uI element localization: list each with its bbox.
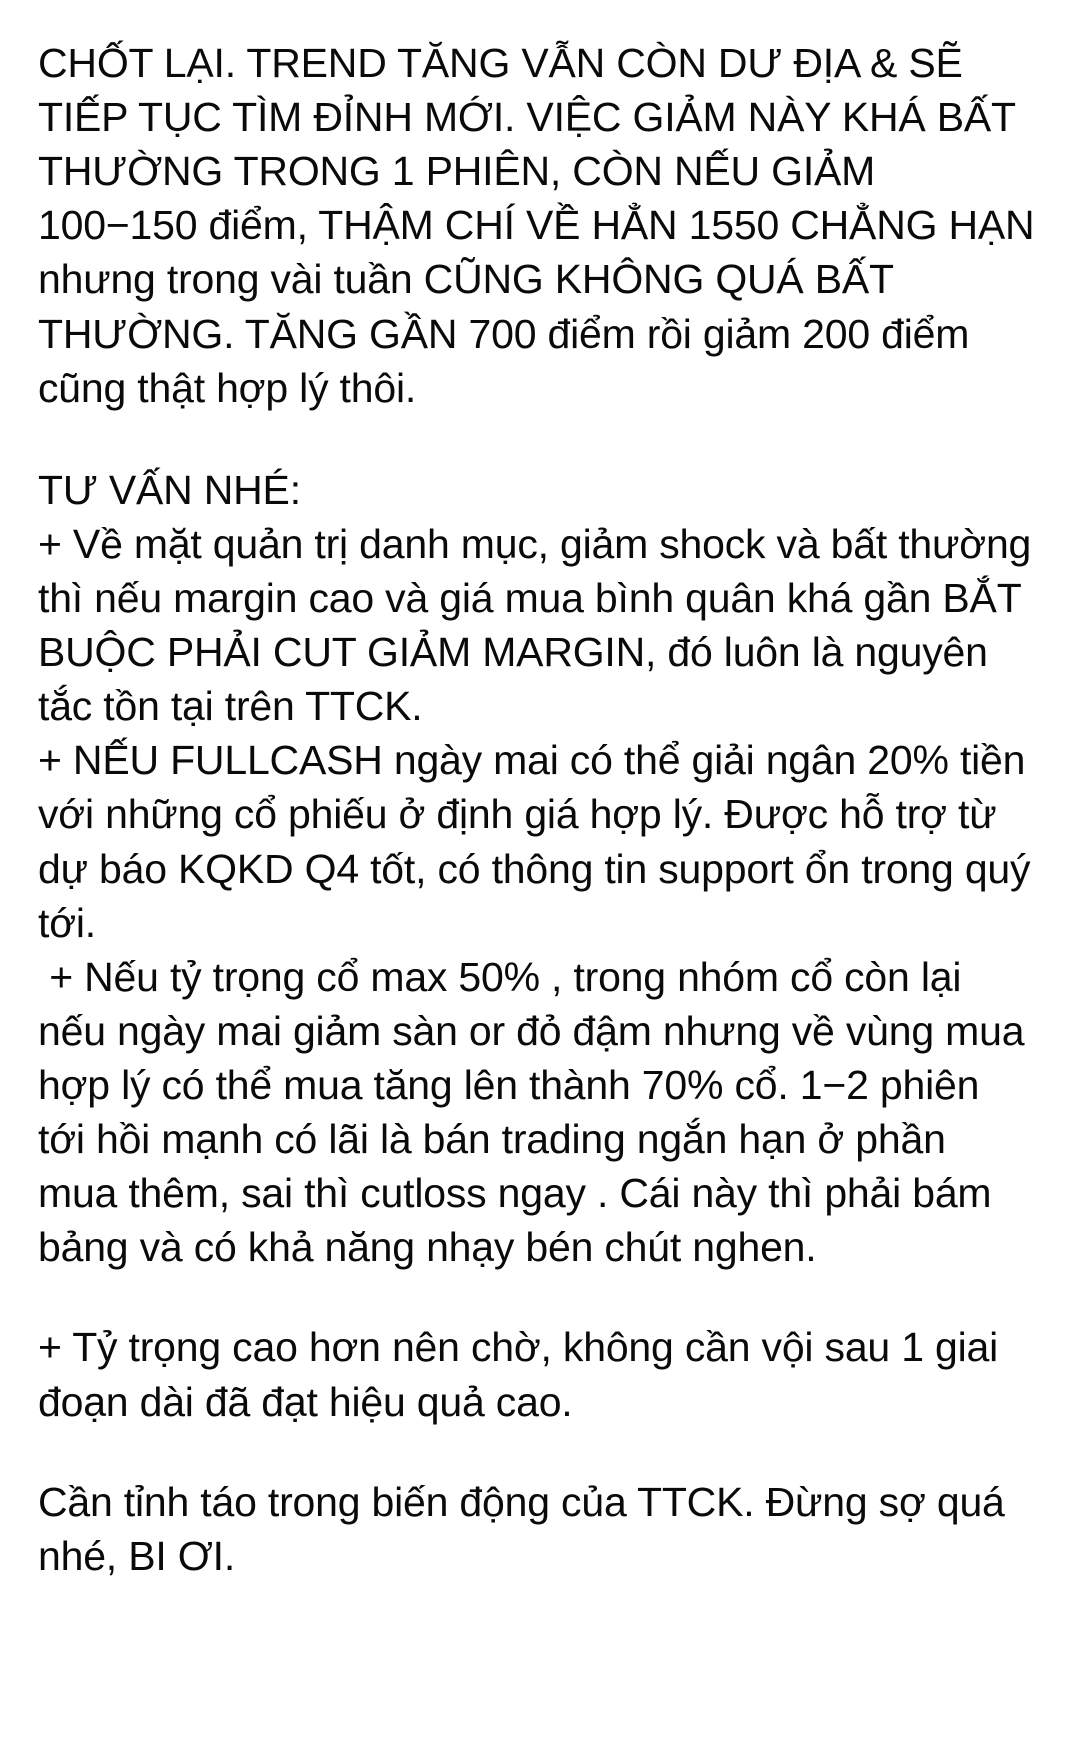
advice-heading: TƯ VẤN NHÉ:: [38, 466, 301, 513]
paragraph-spacer: [38, 415, 1036, 463]
paragraph-conclusion: CHỐT LẠI. TREND TĂNG VẪN CÒN DƯ ĐỊA & SẼ TIẾP TỤC TÌM ĐỈNH MỚI. VIỆC GIẢM NÀY KHÁ BẤT THƯỜNG TRONG 1 PHIÊN, CÒN NẾU GIẢM 100−150 điểm, THẬM CHÍ VỀ HẲN 1550 CHẲNG HẠN nhưng trong vài tuần CŨNG KHÔNG QUÁ BẤT THƯỜNG. TĂNG GẦN 700 điểm rồi giảm 200 điểm cũng thật hợp lý thôi.: [38, 40, 1046, 411]
paragraph-spacer: [38, 1429, 1036, 1475]
advice-point-4: + Tỷ trọng cao hơn nên chờ, không cần vội sau 1 giai đoạn dài đã đạt hiệu quả cao.: [38, 1324, 1010, 1425]
closing-paragraph: Cần tỉnh táo trong biến động của TTCK. Đừng sợ quá nhé, BI ƠI.: [38, 1478, 1016, 1579]
advice-point-3: + Nếu tỷ trọng cổ max 50% , trong nhóm cổ còn lại nếu ngày mai giảm sàn or đỏ đậm nhưng về vùng mua hợp lý có thể mua tăng lên thành 70% cổ. 1−2 phiên tới hồi mạnh có lãi là bán trading ngắn hạn ở phần mua thêm, sai thì cutloss ngay . Cái này thì phải bám bảng và có khả năng nhạy bén chút nghen.: [38, 953, 1036, 1271]
advice-point-2: + NẾU FULLCASH ngày mai có thể giải ngân 20% tiền với những cổ phiếu ở định giá hợp lý. Được hỗ trợ từ dự báo KQKD Q4 tốt, có thông tin support ổn trong quý tới.: [38, 737, 1042, 946]
advice-point-1: + Về mặt quản trị danh mục, giảm shock và bất thường thì nếu margin cao và giá mua bình quân khá gần BẮT BUỘC PHẢI CUT GIẢM MARGIN, đó luôn là nguyên tắc tồn tại trên TTCK.: [38, 520, 1043, 730]
paragraph-spacer: [38, 1274, 1036, 1320]
